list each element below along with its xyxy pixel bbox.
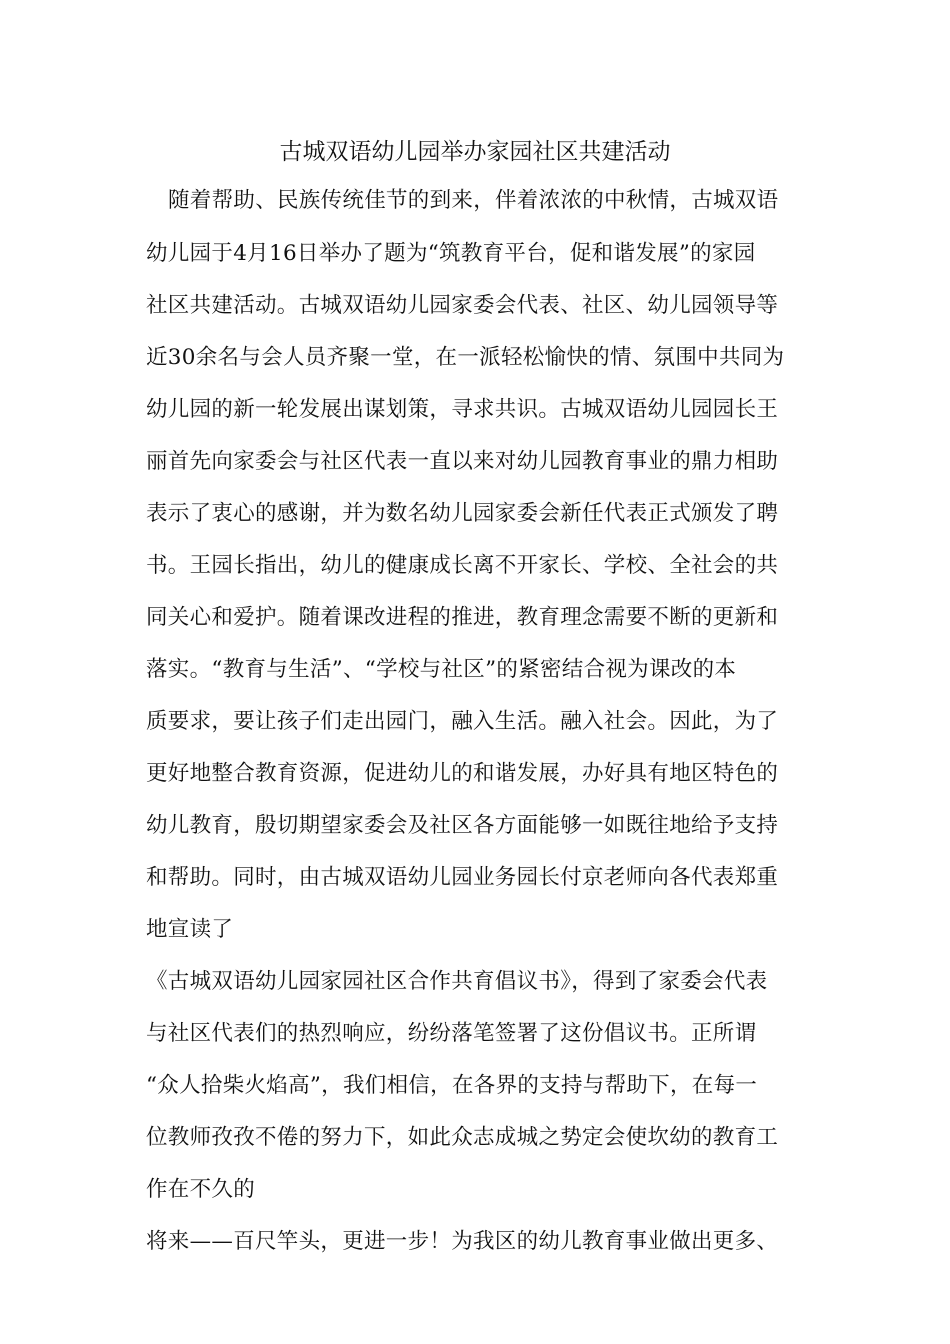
paragraph-line: 书。王园长指出，幼儿的健康成长离不开家长、学校、全社会的共 (146, 553, 779, 578)
paragraph-line: 丽首先向家委会与社区代表一直以来对幼儿园教育事业的鼎力相助 (146, 449, 779, 474)
paragraph-line: 作在不久的 (146, 1177, 256, 1202)
document-title: 古城双语幼儿园举办家园社区共建活动 (279, 139, 671, 165)
paragraph-line: 更好地整合教育资源，促进幼儿的和谐发展，办好具有地区特色的 (146, 761, 779, 786)
paragraph-line: 表示了衷心的感谢，并为数名幼儿园家委会新任代表正式颁发了聘 (146, 501, 779, 526)
paragraph-line: 和帮助。同时，由古城双语幼儿园业务园长付京老师向各代表郑重 (146, 865, 779, 890)
paragraph-line: 幼儿教育，殷切期望家委会及社区各方面能够一如既往地给予支持 (146, 813, 779, 838)
paragraph-line: 社区共建活动。古城双语幼儿园家委会代表、社区、幼儿园领导等 (146, 293, 779, 318)
paragraph-line: 落实。“教育与生活”、“学校与社区”的紧密结合视为课改的本 (146, 657, 737, 682)
paragraph-line: “众人拾柴火焰高”，我们相信，在各界的支持与帮助下，在每一 (146, 1073, 758, 1098)
paragraph-line: 近30余名与会人员齐聚一堂，在一派轻松愉快的情、氛围中共同为 (146, 345, 785, 370)
paragraph-line: 同关心和爱护。随着课改进程的推进，教育理念需要不断的更新和 (146, 605, 779, 630)
paragraph-line: 与社区代表们的热烈响应，纷纷落笔签署了这份倡议书。正所谓 (146, 1021, 757, 1046)
paragraph-line: 《古城双语幼儿园家园社区合作共育倡议书》，得到了家委会代表 (146, 969, 768, 994)
paragraph-line: 幼儿园于4月16日举办了题为“筑教育平台，促和谐发展”的家园 (146, 241, 756, 266)
paragraph-line: 质要求，要让孩子们走出园门，融入生活。融入社会。因此，为了 (146, 709, 779, 734)
paragraph-line: 幼儿园的新一轮发展出谋划策，寻求共识。古城双语幼儿园园长王 (146, 397, 779, 422)
paragraph-line: 随着帮助、民族传统佳节的到来，伴着浓浓的中秋情，古城双语 (168, 188, 779, 213)
paragraph-line: 地宣读了 (146, 917, 234, 942)
paragraph-line: 位教师孜孜不倦的努力下，如此众志成城之势定会使坎幼的教育工 (146, 1125, 779, 1150)
paragraph-line: 将来——百尺竿头，更进一步！为我区的幼儿教育事业做出更多、 (146, 1229, 779, 1254)
